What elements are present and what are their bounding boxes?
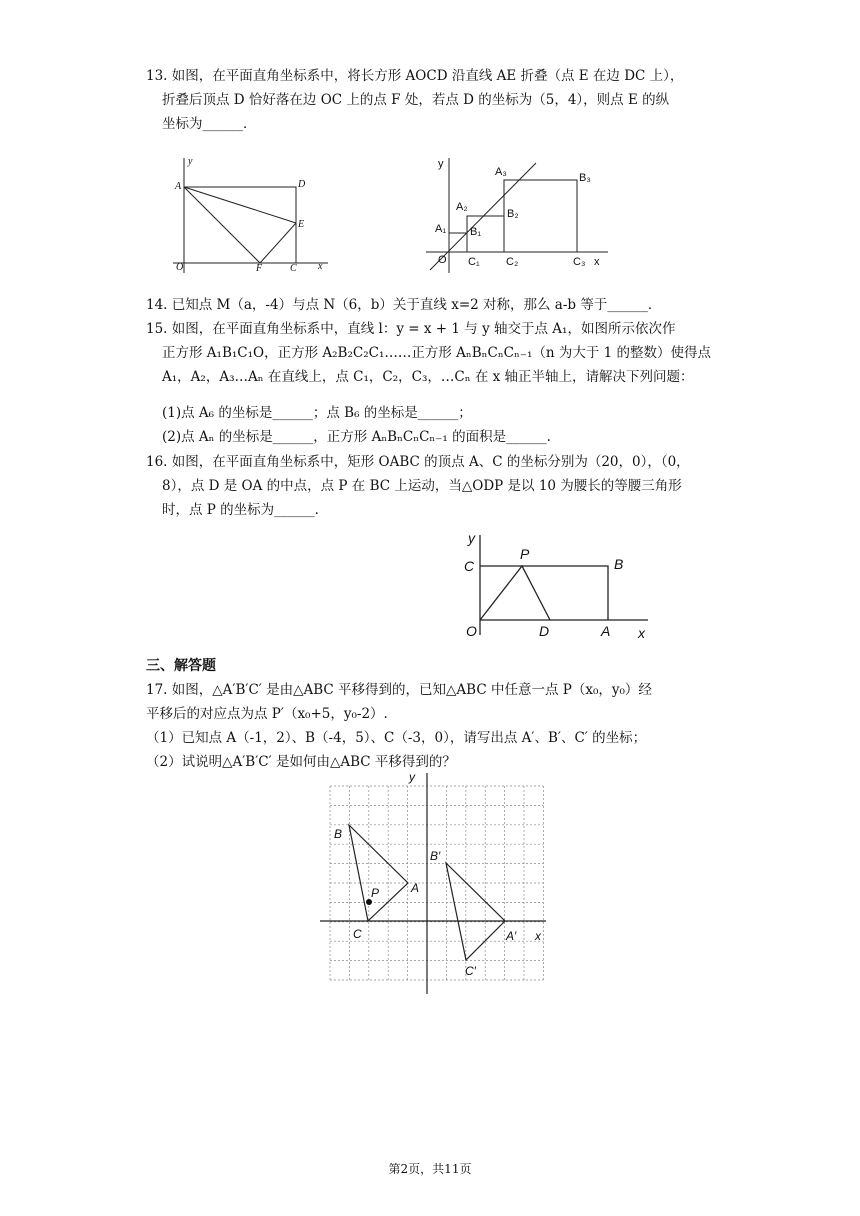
fig15-label-B3: B₃ — [579, 172, 591, 184]
fig13-label-E: E — [298, 219, 305, 230]
fig16-label-D: D — [539, 623, 550, 639]
q13-line-3: 坐标为______． — [162, 116, 257, 132]
fig13-label-D: D — [298, 179, 306, 190]
page-footer: 第2页，共11页 — [388, 1162, 472, 1176]
figure-q17 — [320, 768, 560, 996]
q17-line-2: 平移后的对应点为点 P′（x₀+5，y₀-2）. — [146, 706, 388, 722]
fig17-label-C-prime: C′ — [465, 964, 476, 978]
q17-line-4: （2）试说明△A′B′C′ 是如何由△ABC 平移得到的？ — [146, 754, 456, 770]
figure-q16 — [458, 530, 658, 645]
fig15-label-C3: C₃ — [573, 256, 586, 268]
fig15-label-O: O — [438, 254, 447, 266]
fig15-label-B2: B₂ — [507, 208, 519, 220]
fig15-x-label: x — [594, 256, 600, 268]
q16-line-1: 16. 如图，在平面直角坐标系中，矩形 OABC 的顶点 A、C 的坐标分别为（20，0），（0， — [146, 454, 690, 470]
q13-line-2: 折叠后顶点 D 恰好落在边 OC 上的点 F 处，若点 D 的坐标为（5，4），则点 E 的纵 — [162, 92, 670, 108]
fig13-label-F: F — [256, 263, 263, 274]
question-15 — [146, 317, 712, 449]
section-heading: 三、解答题 — [146, 658, 216, 674]
fig16-label-O: O — [466, 623, 477, 639]
fig15-label-A2: A₂ — [456, 201, 468, 213]
fig15-label-C2: C₂ — [506, 256, 519, 268]
question-16 — [146, 450, 706, 522]
q15-sub-1: (1)点 A₆ 的坐标是______；点 B₆ 的坐标是______； — [162, 405, 472, 421]
q16-line-3: 时，点 P 的坐标为______． — [162, 502, 329, 518]
fig17-label-A-prime: A′ — [506, 929, 517, 943]
fig13-label-C: C — [290, 263, 297, 274]
fig17-label-B-prime: B′ — [430, 849, 441, 863]
fig17-label-C: C — [353, 927, 362, 941]
fig15-y-label: y — [438, 158, 444, 170]
fig13-label-A: A — [175, 181, 182, 192]
q15-line-3: A₁，A₂，A₃…Aₙ 在直线上，点 C₁，C₂，C₃，…Cₙ 在 x 轴正半轴上，请解决下列问题： — [162, 369, 694, 385]
fig17-label-A: A — [411, 881, 420, 895]
fig17-label-B: B — [334, 827, 343, 841]
q15-line-1: 15. 如图，在平面直角坐标系中，直线 l：y = x + 1 与 y 轴交于点 A₁，如图所示依次作 — [146, 321, 676, 337]
fig15-label-B1: B₁ — [470, 226, 482, 238]
figure-q13 — [170, 155, 330, 275]
q14-line-1: 14. 已知点 M（a，-4）与点 N（6，b）关于直线 x=2 对称，那么 a-b 等于______． — [146, 297, 662, 313]
fig16-label-C: C — [464, 558, 475, 574]
q13-line-1: 13. 如图，在平面直角坐标系中，将长方形 AOCD 沿直线 AE 折叠（点 E 在边 DC 上）， — [146, 68, 684, 84]
fig16-y-label: y — [468, 530, 475, 546]
fig13-y-label: y — [188, 156, 193, 167]
fig16-x-label: x — [638, 625, 645, 641]
fig16-label-P: P — [520, 546, 530, 562]
fig15-label-C1: C₁ — [468, 256, 480, 268]
fig17-label-P: P — [371, 886, 380, 900]
question-13 — [146, 64, 706, 136]
fig17-grid — [330, 786, 543, 980]
fig17-y-label: y — [409, 770, 415, 784]
q17-line-3: （1）已知点 A（-1，2）、B（-4，5）、C（-3，0），请写出点 A′、B′、C′ 的坐标； — [146, 730, 647, 746]
fig15-label-A1: A₁ — [435, 223, 447, 235]
fig13-x-label: x — [318, 261, 323, 272]
q16-line-2: 8），点 D 是 OA 的中点，点 P 在 BC 上运动，当△ODP 是以 10 为腰长的等腰三角形 — [162, 478, 682, 494]
fig17-x-label: x — [535, 929, 541, 943]
q15-sub-2: (2)点 Aₙ 的坐标是______，正方形 AₙBₙCₙCₙ₋₁ 的面积是______. — [162, 429, 551, 445]
q17-line-1: 17. 如图，△A′B′C′ 是由△ABC 平移得到的，已知△ABC 中任意一点 P（x₀，y₀）经 — [146, 682, 652, 698]
figure-q15 — [418, 155, 618, 275]
question-17 — [146, 678, 706, 774]
fig15-label-A3: A₃ — [495, 166, 507, 178]
q15-line-2: 正方形 A₁B₁C₁O，正方形 A₂B₂C₂C₁……正方形 AₙBₙCₙCₙ₋₁（n 为大于 1 的整数）使得点 — [162, 345, 712, 361]
fig16-label-B: B — [614, 556, 624, 572]
question-14 — [146, 293, 706, 317]
fig13-label-O: O — [176, 262, 184, 273]
fig16-label-A: A — [601, 623, 611, 639]
